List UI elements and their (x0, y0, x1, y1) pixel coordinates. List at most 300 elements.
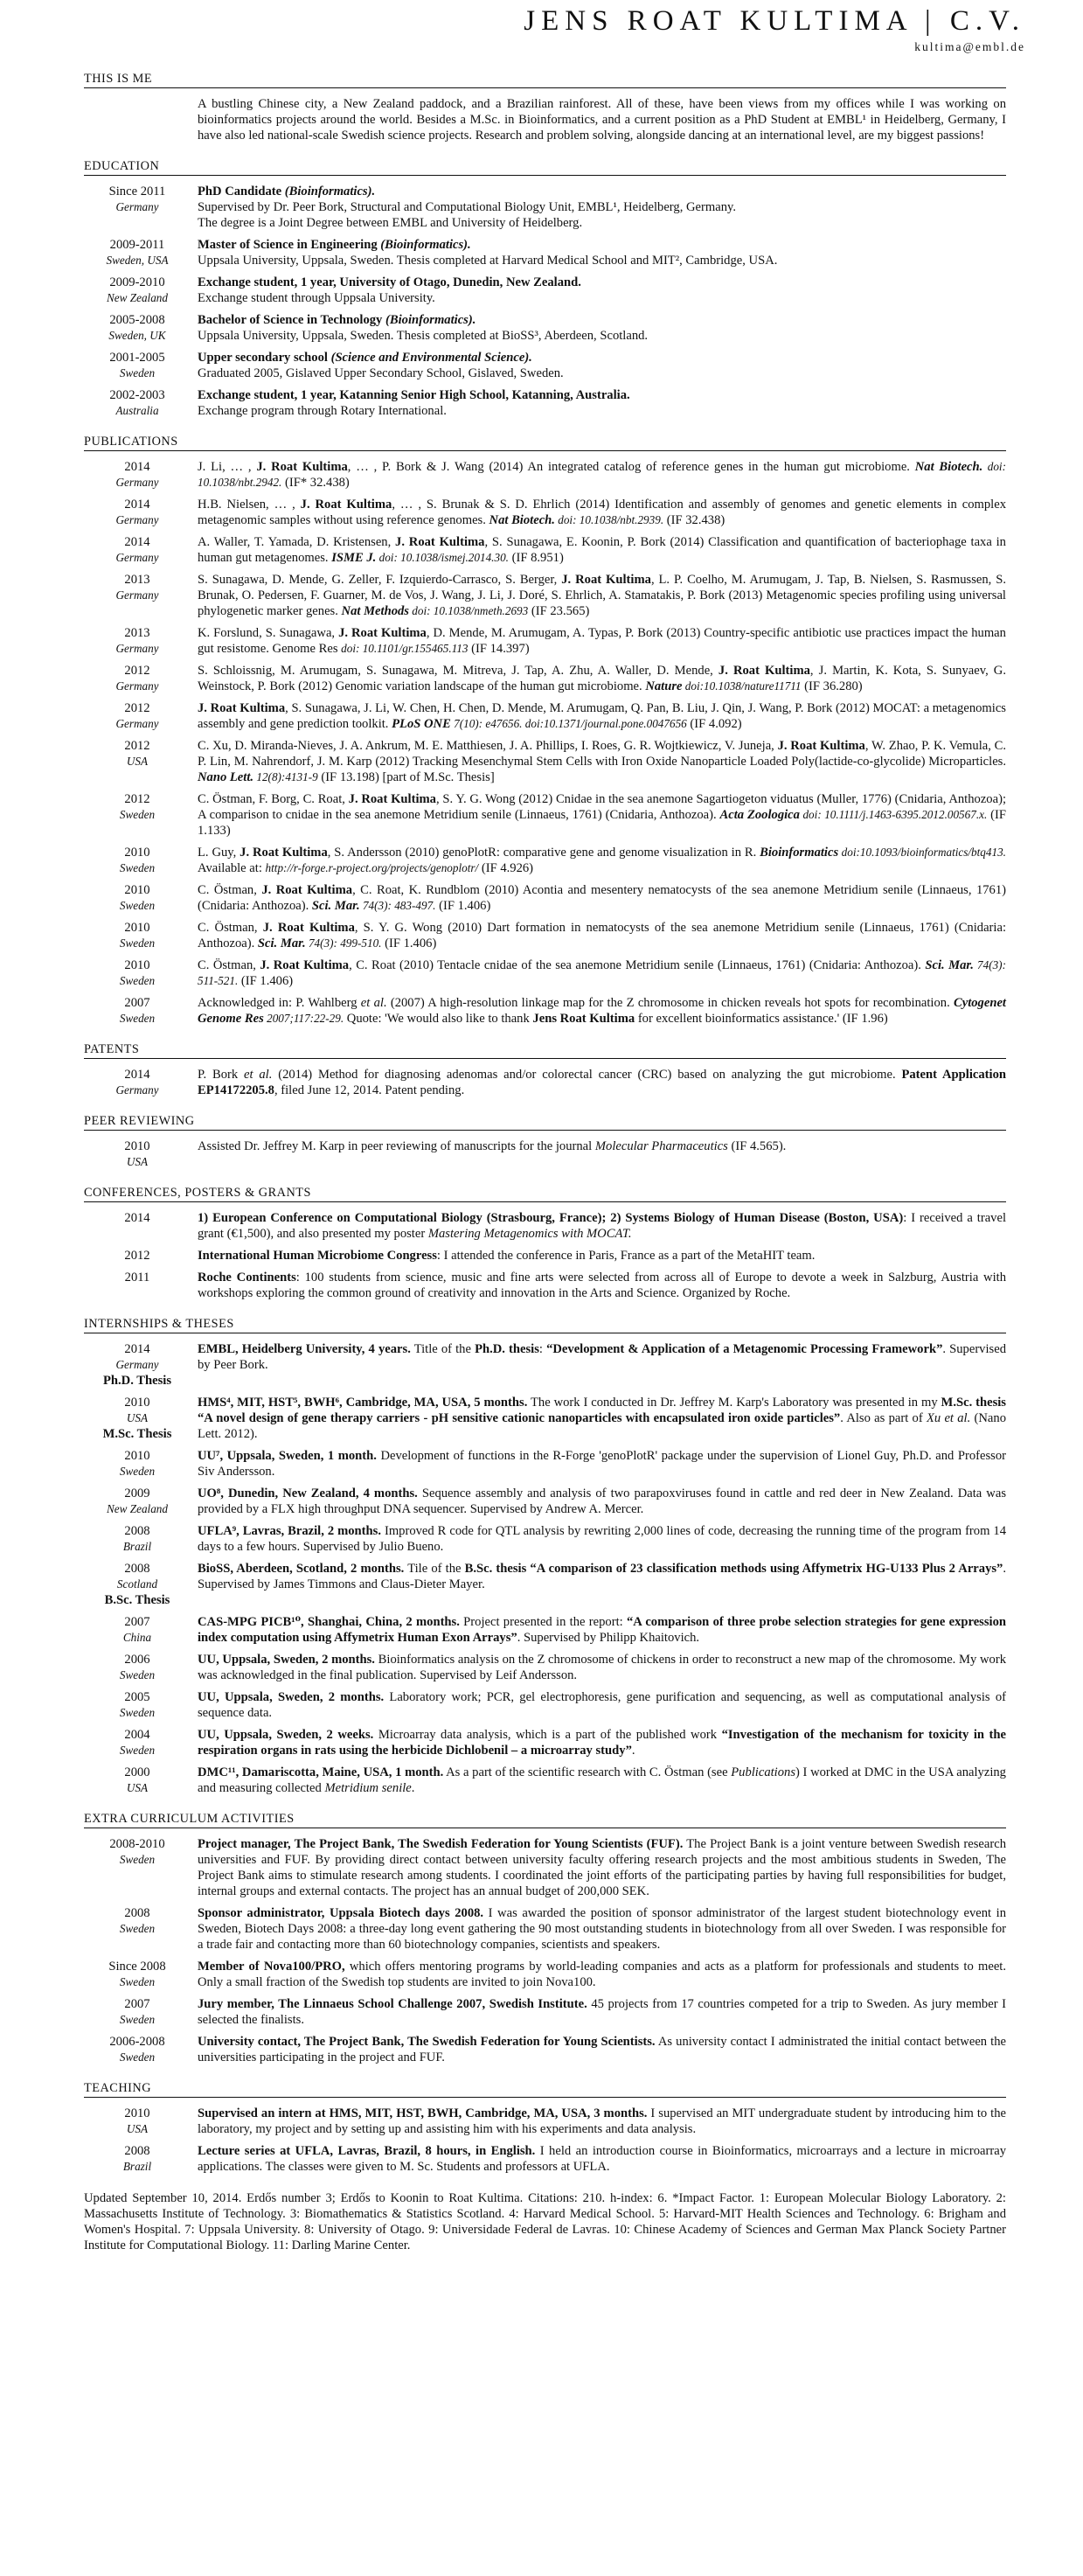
entry-place: Sweden (119, 1853, 156, 1866)
cv-section (84, 1317, 1006, 1796)
entry-text-segment: Uppsala University, Uppsala, Sweden. Thesis completed at Harvard Medical School and MIT², Cambridge, USA. (198, 254, 778, 268)
entry-text-segment: J. Roat Kultima (395, 535, 485, 549)
entry-date-column (84, 184, 191, 231)
entry-text-segment: ISME J. (331, 551, 377, 565)
entry-text-segment: J. Roat Kultima (300, 498, 392, 512)
entry-text-segment: : I attended the conference in Paris, France as a part of the MetaHIT team. (436, 1249, 816, 1263)
entry-row (84, 1210, 1006, 1242)
entry-text (191, 1905, 1006, 1953)
entry-text-segment: , J. Martin, K. Kota, S. Sunyaev, G. Weinstock, P. Bork (2012) Genomic variation landscape of the human gut microbiome. (198, 664, 1006, 693)
entry-year: 2011 (124, 1271, 150, 1285)
entry-year: 2006-2008 (109, 2035, 165, 2049)
entry-year: 2009-2011 (109, 238, 165, 252)
entry-text (191, 1448, 1006, 1479)
entry-text-segment: P. Bork (198, 1068, 245, 1082)
entry-year: 2014 (124, 535, 150, 549)
entry-date-column (84, 738, 191, 785)
entry-year: 2004 (124, 1728, 150, 1742)
entry-year: 2013 (124, 626, 150, 640)
entry-text-segment: . Supervised by Peer Bork. (198, 1342, 1006, 1372)
entry-text-segment: Sponsor administrator, Uppsala Biotech days 2008. (198, 1906, 484, 1920)
entry-text (191, 920, 1006, 951)
cv-name: JENS ROAT KULTIMA | C.V. (524, 5, 1025, 37)
entry-row (84, 1959, 1006, 1990)
entry-text-segment: . Supervised by Philipp Khaitovich. (517, 1631, 700, 1645)
entry-text-segment: C. Östman, (198, 958, 260, 972)
entry-text-segment: (2007) A high-resolution linkage map for the Z chromosome in chicken reveals hot spots for recombination. (386, 996, 954, 1010)
entry-text-segment: http://r-forge.r-project.org/projects/genoplotr/ (265, 861, 479, 874)
entry-row (84, 2143, 1006, 2175)
entry-place: Sweden (119, 1012, 156, 1025)
entry-text-segment: H.B. Nielsen, … , (198, 498, 301, 512)
entry-text (191, 1395, 1006, 1442)
entry-text (191, 1614, 1006, 1646)
entry-date-column (84, 882, 191, 914)
entry-text-segment: Publications (731, 1765, 796, 1779)
entry-text-segment: 7(10): e47656. doi:10.1371/journal.pone.0047656 (450, 717, 687, 730)
entry-row (84, 1836, 1006, 1899)
entry-date-column (84, 1614, 191, 1646)
entry-text-segment: 74(3): 499-510. (305, 936, 382, 950)
entry-text-segment: Supervised an intern at HMS, MIT, HST, BWH, Cambridge, MA, USA, 3 months. (198, 2106, 648, 2120)
entry-year: 2006 (124, 1653, 150, 1667)
entry-text-segment: L. Guy, (198, 846, 240, 860)
entry-text-segment: Jury member, The Linnaeus School Challenge 2007, Swedish Institute. (198, 1997, 587, 2011)
entry-text-segment: Cytogenet Genome Res (198, 996, 1006, 1026)
entry-place: Germany (115, 1358, 159, 1371)
entry-date-column (84, 625, 191, 657)
entry-place: Germany (115, 642, 159, 655)
entry-row (84, 1689, 1006, 1721)
entry-text-segment: , D. Mende, M. Arumugam, A. Typas, P. Bork (2013) Country-specific antibiotic use practices impact the human gut resistome. Genome Res (198, 626, 1006, 656)
entry-place: Germany (115, 1083, 159, 1097)
entry-year: 2008 (124, 1906, 150, 1920)
section-title: CONFERENCES, POSTERS & GRANTS (84, 1186, 1006, 1202)
entry-date-column (84, 312, 191, 344)
entry-place: Sweden (119, 2050, 156, 2064)
entry-text-segment: , C. Roat (2010) Tentacle cnidae of the sea anemone Metridium senile (Linnaeus, 1761) (Cnidaria: Anthozoa). (349, 958, 926, 972)
entry-text-segment: J. Roat Kultima (718, 664, 810, 678)
entry-text-segment: Upper secondary school (198, 351, 331, 365)
entry-text-segment: Nat Biotech. (489, 513, 555, 527)
entry-text-segment: I held an introduction course in Bioinformatics, microarrays and a lecture in microarray applications. The classes were given to M. Sc. Students and professors at UFLA. (198, 2144, 1007, 2174)
entry-text (191, 995, 1006, 1027)
entry-text-segment: Master of Science in Engineering (198, 238, 381, 252)
entry-year: 2007 (124, 1997, 150, 2011)
entry-date-column (84, 96, 191, 143)
entry-text-segment: (IF 1.406) (435, 899, 491, 913)
entry-text-segment: M.Sc. thesis (941, 1396, 1006, 1410)
entry-year: 2007 (124, 996, 150, 1010)
entry-text-segment: Molecular Pharmaceutics (594, 1139, 728, 1153)
section-title: THIS IS ME (84, 72, 1006, 88)
entry-text-segment: International Human Microbiome Congress (198, 1249, 437, 1263)
entry-place: USA (126, 755, 149, 768)
entry-text-segment: Nano Lett. (198, 770, 254, 784)
entry-year: 2009-2010 (109, 275, 165, 289)
entry-text (191, 572, 1006, 619)
entry-place: Sweden, UK (108, 329, 166, 342)
entry-text-segment: Tile of the (404, 1562, 465, 1576)
entry-text (191, 738, 1006, 785)
entry-row (84, 459, 1006, 491)
entry-text (191, 1270, 1006, 1301)
entry-text-segment: , … , P. Bork & J. Wang (2014) An integrated catalog of reference genes in the human gut microbiome. (347, 460, 915, 474)
entry-text (191, 1652, 1006, 1683)
entry-text (191, 791, 1006, 839)
section-title: INTERNSHIPS & THESES (84, 1317, 1006, 1333)
entry-text-segment: doi: 10.1038/nmeth.2693 (408, 604, 529, 617)
entry-date-column (84, 2143, 191, 2175)
entry-place: China (122, 1631, 152, 1644)
entry-date-column (84, 497, 191, 528)
entry-text-segment: Sequence assembly and analysis of two parapoxviruses found in cattle and red deer in New Zealand. Data was provided by a FLX high throughput DNA sequencer. Supervised by Andrew A. Mercer. (198, 1486, 1006, 1516)
entry-place: Sweden (119, 366, 156, 379)
entry-year: 2013 (124, 573, 150, 587)
section-title: TEACHING (84, 2081, 1006, 2098)
cv-section (84, 435, 1006, 1027)
entry-text-segment: (IF 1.406) (238, 974, 294, 988)
entry-date-column (84, 1652, 191, 1683)
entry-text-segment: J. Roat Kultima (348, 792, 436, 806)
entry-date-column (84, 534, 191, 566)
entry-text-segment: : (538, 1342, 547, 1356)
entry-thesis-tag: M.Sc. Thesis (102, 1427, 172, 1441)
entry-row (84, 700, 1006, 732)
entry-text (191, 1561, 1006, 1608)
entry-text-segment: , S. Sunagawa, E. Koonin, P. Bork (2014) Classification and quantification of bacteriophage taxa in human gut metagenomes. (198, 535, 1006, 565)
entry-text-segment: doi: 10.1038/ismej.2014.30. (376, 551, 509, 564)
entry-date-column (84, 1836, 191, 1899)
entry-date-column (84, 995, 191, 1027)
entry-text-segment: J. Roat Kultima (256, 460, 348, 474)
entry-text (191, 1959, 1006, 1990)
entry-text-segment: 45 projects from 17 countries competed for a trip to Sweden. As jury member I selected the finalists. (198, 1997, 1007, 2027)
entry-place: Germany (115, 679, 159, 693)
entry-year: 2010 (124, 1396, 150, 1410)
entry-text-segment: Metridium senile (324, 1781, 412, 1795)
entry-date-column (84, 1959, 191, 1990)
entry-date-column (84, 1561, 191, 1608)
entry-row (84, 1341, 1006, 1389)
entry-text-segment: Patent Application EP14172205.8 (198, 1068, 1007, 1097)
entry-text-segment: As university contact I administrated the initial contact between the universities participating in the project and FUF. (198, 2035, 1007, 2064)
entry-year: 2001-2005 (109, 351, 165, 365)
entry-place: Sweden (119, 936, 156, 950)
entry-text-segment: University contact, The Project Bank, The Swedish Federation for Young Scientists. (198, 2035, 656, 2049)
entry-place: Sweden (119, 808, 156, 821)
entry-place: USA (126, 1155, 149, 1168)
entry-thesis-tag: B.Sc. Thesis (104, 1593, 170, 1607)
entry-year: 2012 (124, 739, 150, 753)
entry-year: 2012 (124, 664, 150, 678)
entry-text-segment: C. Östman, F. Borg, C. Roat, (198, 792, 349, 806)
entry-text-segment: , W. Zhao, P. K. Vemula, C. P. Lin, M. Nahrendorf, J. M. Karp (2012) Tracking Mesenchymal Stem Cells with Iron Oxide Nanoparticle Loaded Poly(lactide-co-glycolide) Microparticles. (198, 739, 1006, 769)
entry-row (84, 387, 1006, 419)
entry-row (84, 738, 1006, 785)
entry-text-segment: As a part of the scientific research with C. Östman (see (443, 1765, 732, 1779)
entry-text (191, 1996, 1006, 2028)
entry-text-segment: (IF 23.565) (528, 604, 590, 618)
entry-text-segment: Available at: (198, 861, 266, 875)
entry-row (84, 2106, 1006, 2137)
entry-text-segment: Exchange program through Rotary International. (198, 404, 447, 418)
entry-text-segment: CAS-MPG PICB¹⁰, Shanghai, China, 2 months. (198, 1615, 460, 1629)
entry-year: 2009 (124, 1486, 150, 1500)
entry-row (84, 845, 1006, 876)
entry-text-segment: Laboratory work; PCR, gel electrophoresis, gene purification and sequencing, as well as computational analysis of sequence data. (198, 1690, 1006, 1720)
cv-body (84, 72, 1006, 2253)
entry-text-segment: 1) European Conference on Computational Biology (Strasbourg, France); 2) Systems Biology of Human Disease (Boston, USA) (198, 1211, 904, 1225)
section-title: PUBLICATIONS (84, 435, 1006, 451)
entry-text (191, 312, 1006, 344)
entry-text-segment: Supervised by Dr. Peer Bork, Structural and Computational Biology Unit, EMBL¹, Heidelberg, Germany. (198, 200, 737, 214)
entry-text-segment: Uppsala University, Uppsala, Sweden. Thesis completed at BioSS³, Aberdeen, Scotland. (198, 329, 649, 343)
entry-year: 2008-2010 (109, 1837, 165, 1851)
entry-place: Germany (115, 513, 159, 526)
entry-text-segment: UU, Uppsala, Sweden, 2 months. (198, 1653, 375, 1667)
entry-row (84, 663, 1006, 694)
entry-date-column (84, 1523, 191, 1555)
entry-row (84, 1138, 1006, 1170)
entry-text-segment: J. Roat Kultima (338, 626, 427, 640)
entry-text (191, 700, 1006, 732)
entry-row (84, 1448, 1006, 1479)
entry-text-segment: HMS⁴, MIT, HST⁵, BWH⁶, Cambridge, MA, USA, 5 months. (198, 1396, 528, 1410)
entry-text-segment: Xu et al. (926, 1411, 971, 1425)
entry-date-column (84, 1996, 191, 2028)
entry-text-segment: UO⁸, Dunedin, New Zealand, 4 months. (198, 1486, 418, 1500)
entry-place: New Zealand (107, 1502, 168, 1515)
entry-text-segment: Mastering Metagenomics with MOCAT. (427, 1227, 632, 1241)
entry-text-segment: , C. Roat, K. Rundblom (2010) Acontia and mesentery nematocysts of the sea anemone Metridium senile (Linnaeus, 1761) (Cnidaria: Anthozoa). (198, 883, 1006, 913)
entry-text-segment: Title of the (410, 1342, 476, 1356)
entry-text (191, 2106, 1006, 2137)
entry-text (191, 2143, 1006, 2175)
entry-text-segment: J. Li, … , (198, 460, 257, 474)
entry-text-segment: “A novel design of gene therapy carriers - pH sensitive cationic nanoparticles with encapsulated iron oxide particles” (198, 1411, 841, 1425)
entry-year: 2012 (124, 792, 150, 806)
entry-row (84, 1765, 1006, 1796)
entry-date-column (84, 275, 191, 306)
entry-date-column (84, 387, 191, 419)
entry-text (191, 625, 1006, 657)
entry-text-segment: UFLA⁹, Lavras, Brazil, 2 months. (198, 1524, 381, 1538)
entry-place: Sweden (119, 974, 156, 987)
entry-date-column (84, 1341, 191, 1389)
entry-text-segment: J. Roat Kultima (260, 958, 350, 972)
entry-year: 2014 (124, 1068, 150, 1082)
entry-text-segment: J. Roat Kultima (777, 739, 865, 753)
entry-text-segment: doi: 10.1111/j.1463-6395.2012.00567.x. (799, 808, 988, 821)
entry-year: 2010 (124, 846, 150, 860)
entry-date-column (84, 1727, 191, 1758)
entry-year: 2010 (124, 1449, 150, 1463)
entry-text-segment: The Project Bank is a joint venture between Swedish research universities and FUF. By providing direct contact between university faculty offering research projects and the most ambitious students in Sweden, The Project Bank aims to stimulate research among students. I coordinated the joint efforts of the participating parties by having full responsibilities for budget, internal groups and external contacts. The project has an annual budget of 200,000 SEK. (198, 1837, 1006, 1898)
entry-row (84, 1996, 1006, 2028)
entry-date-column (84, 2106, 191, 2137)
entry-year: 2008 (124, 2144, 150, 2158)
entry-text (191, 1248, 1006, 1264)
entry-text (191, 497, 1006, 528)
entry-text-segment: J. Roat Kultima (262, 921, 355, 935)
entry-text (191, 237, 1006, 268)
entry-text-segment: Project presented in the report: (459, 1615, 627, 1629)
entry-year: 2014 (124, 1211, 150, 1225)
entry-date-column (84, 237, 191, 268)
entry-year: 2012 (124, 701, 150, 715)
entry-place: Germany (115, 717, 159, 730)
entry-text-segment: doi: 10.1038/nbt.2942. (198, 460, 1006, 489)
entry-date-column (84, 1210, 191, 1242)
cv-section (84, 159, 1006, 419)
cv-header (524, 2, 1025, 55)
entry-text-segment: Ph.D. thesis (475, 1342, 539, 1356)
entry-row (84, 96, 1006, 143)
entry-text-segment: Quote: 'We would also like to thank (344, 1012, 533, 1026)
entry-text-segment: A. Waller, T. Yamada, D. Kristensen, (198, 535, 396, 549)
entry-text-segment: J. Roat Kultima (561, 573, 651, 587)
entry-text-segment: (IF 4.565). (727, 1139, 787, 1153)
entry-place: Sweden (119, 2013, 156, 2026)
entry-place: New Zealand (107, 291, 168, 304)
entry-text-segment: C. Xu, D. Miranda-Nieves, J. A. Ankrum, M. E. Matthiesen, J. A. Phillips, I. Roes, G. R. Wojtkiewicz, V. Juneja, (198, 739, 778, 753)
entry-date-column (84, 1067, 191, 1098)
entry-date-column (84, 1486, 191, 1517)
entry-date-column (84, 459, 191, 491)
entry-place: Scotland (116, 1577, 158, 1591)
entry-text-segment: Bioinformatics (760, 846, 839, 860)
entry-text (191, 1210, 1006, 1242)
entry-text-segment: (2014) Method for diagnosing adenomas and/or colorectal cancer (CRC) based on analyzing the gut microbiome. (272, 1068, 902, 1082)
entry-text-segment: Exchange student, 1 year, University of Otago, Dunedin, New Zealand. (198, 275, 581, 289)
entry-text-segment: Member of Nova100/PRO, (198, 1960, 345, 1974)
entry-text-segment: Exchange student, 1 year, Katanning Senior High School, Katanning, Australia. (198, 388, 630, 402)
entry-text-segment: for excellent bioinformatics assistance.' (IF 1.96) (635, 1012, 888, 1026)
entry-text-segment: 74(3): 483-497. (359, 899, 436, 912)
entry-text-segment: I supervised an MIT undergraduate student by introducing him to the laboratory, my project and by setting up and assisting him with his experiments and data analysis. (198, 2106, 1006, 2136)
entry-year: 2007 (124, 1615, 150, 1629)
entry-text-segment: which offers mentoring programs by world-leading companies and acts as a platform for professionals and students to meet. Only a small fraction of the Swedish top students are invited to join Nova100. (198, 1960, 1007, 1989)
entry-date-column (84, 1765, 191, 1796)
section-title: PATENTS (84, 1042, 1006, 1059)
entry-text-segment: UU, Uppsala, Sweden, 2 months. (198, 1690, 385, 1704)
entry-text-segment: (IF 4.926) (478, 861, 534, 875)
entry-place: Brazil (122, 2160, 152, 2173)
entry-text-segment: “Development & Application of a Metagenomic Processing Framework” (546, 1342, 943, 1356)
entry-year: 2014 (124, 498, 150, 512)
entry-text-segment: doi:10.1093/bioinformatics/btq413. (838, 846, 1006, 859)
entry-text (191, 459, 1006, 491)
entry-text-segment: “Investigation of the mechanism for toxicity in the respiration organs in rats using the herbicide Dichlobenil – a microarray study” (198, 1728, 1006, 1758)
entry-text-segment: Bachelor of Science in Technology (198, 313, 385, 327)
entry-row (84, 350, 1006, 381)
cv-section (84, 1186, 1006, 1301)
entry-place: Germany (115, 476, 159, 489)
entry-place: Sweden (119, 1706, 156, 1719)
entry-text-segment: (Bioinformatics). (385, 313, 476, 327)
entry-text-segment: B.Sc. thesis (464, 1562, 527, 1576)
entry-date-column (84, 2034, 191, 2065)
entry-text (191, 350, 1006, 381)
entry-text (191, 882, 1006, 914)
entry-text-segment: Nat Methods (341, 604, 409, 618)
section-title: EXTRA CURRICULUM ACTIVITIES (84, 1812, 1006, 1828)
entry-text-segment: Roche Continents (198, 1271, 296, 1285)
entry-text-segment: doi: 10.1101/gr.155465.113 (341, 642, 469, 655)
entry-date-column (84, 1905, 191, 1953)
entry-row (84, 1067, 1006, 1098)
entry-row (84, 572, 1006, 619)
entry-text-segment: (IF 13.198) [part of M.Sc. Thesis] (317, 770, 495, 784)
cv-section (84, 1042, 1006, 1098)
entry-year: 2010 (124, 2106, 150, 2120)
entry-place: Sweden (119, 1922, 156, 1935)
entry-text-segment: EMBL, Heidelberg University, 4 years. (198, 1342, 411, 1356)
entry-text-segment: , S. Sunagawa, J. Li, W. Chen, H. Chen, D. Mende, M. Arumugam, Q. Pan, B. Liu, J. Qin, J. Wang, P. Bork (2012) MOCAT: a metagenomics assembly and gene prediction toolkit. (198, 701, 1006, 731)
entry-text (191, 1523, 1006, 1555)
entry-date-column (84, 920, 191, 951)
entry-text-segment: . (631, 1744, 635, 1758)
entry-text-segment: Exchange student through Uppsala University. (198, 291, 435, 305)
entry-place: USA (126, 1411, 149, 1424)
entry-date-column (84, 1689, 191, 1721)
entry-text-segment: Bioinformatics analysis on the Z chromosome of chickens in order to reconstruct a new map of the chromosome. My work was acknowledged in the final publication. Supervised by Leif Andersson. (198, 1653, 1007, 1682)
entry-text-segment: , S. Y. G. Wong (2010) Dart formation in nematocysts of the sea anemone Metridium senile (Linnaeus, 1761) (Cnidaria: Anthozoa). (198, 921, 1006, 950)
entry-date-column (84, 1270, 191, 1301)
entry-text-segment: , S. Andersson (2010) genoPlotR: comparative gene and genome visualization in R. (327, 846, 760, 860)
entry-text-segment: Sci. Mar. (257, 936, 306, 950)
entry-text (191, 387, 1006, 419)
entry-text-segment: Sci. Mar. (311, 899, 360, 913)
entry-place: Sweden, USA (106, 254, 169, 267)
entry-text-segment: . Also as part of (840, 1411, 927, 1425)
entry-text (191, 845, 1006, 876)
entry-place: Sweden (119, 1668, 156, 1681)
entry-text-segment: 2007;117:22-29. (263, 1012, 344, 1025)
entry-year: 2010 (124, 958, 150, 972)
entry-text (191, 663, 1006, 694)
entry-row (84, 1395, 1006, 1442)
entry-text-segment: C. Östman, (198, 883, 262, 897)
entry-text-segment: : I received a travel grant (€1,500), and also presented my poster (198, 1211, 1007, 1241)
entry-text-segment: PhD Candidate (198, 184, 285, 198)
entry-row (84, 1486, 1006, 1517)
entry-text-segment: et al. (244, 1068, 273, 1082)
entry-row (84, 1270, 1006, 1301)
entry-row (84, 882, 1006, 914)
entry-row (84, 1905, 1006, 1953)
entry-text (191, 1836, 1006, 1899)
entry-text-segment: S. Schloissnig, M. Arumugam, S. Sunagawa, M. Mitreva, J. Tap, A. Zhu, A. Waller, D. Mende, (198, 664, 719, 678)
cv-email[interactable]: kultima@embl.de (914, 40, 1025, 53)
entry-place: Germany (115, 551, 159, 564)
entry-year: 2010 (124, 1139, 150, 1153)
entry-place: Sweden (119, 1465, 156, 1478)
entry-text (191, 2034, 1006, 2065)
entry-row (84, 497, 1006, 528)
entry-year: 2002-2003 (109, 388, 165, 402)
entry-date-column (84, 663, 191, 694)
entry-text-segment: Sci. Mar. (925, 958, 974, 972)
entry-row (84, 237, 1006, 268)
entry-text-segment: 74(3): 511-521. (198, 958, 1006, 987)
entry-row (84, 1614, 1006, 1646)
entry-text (191, 1765, 1006, 1796)
entry-row (84, 1727, 1006, 1758)
entry-text-segment: I was awarded the position of sponsor administrator of the largest student biotechnology event in Sweden, Biotech Days 2008: a three-day long event gathering the 90 most outstanding students in biotechnology from all over Sweden. I was responsible for a trade fair and contacting more than 60 biotechnology companies, scientists and speakers. (198, 1906, 1006, 1952)
entry-text (191, 96, 1006, 143)
